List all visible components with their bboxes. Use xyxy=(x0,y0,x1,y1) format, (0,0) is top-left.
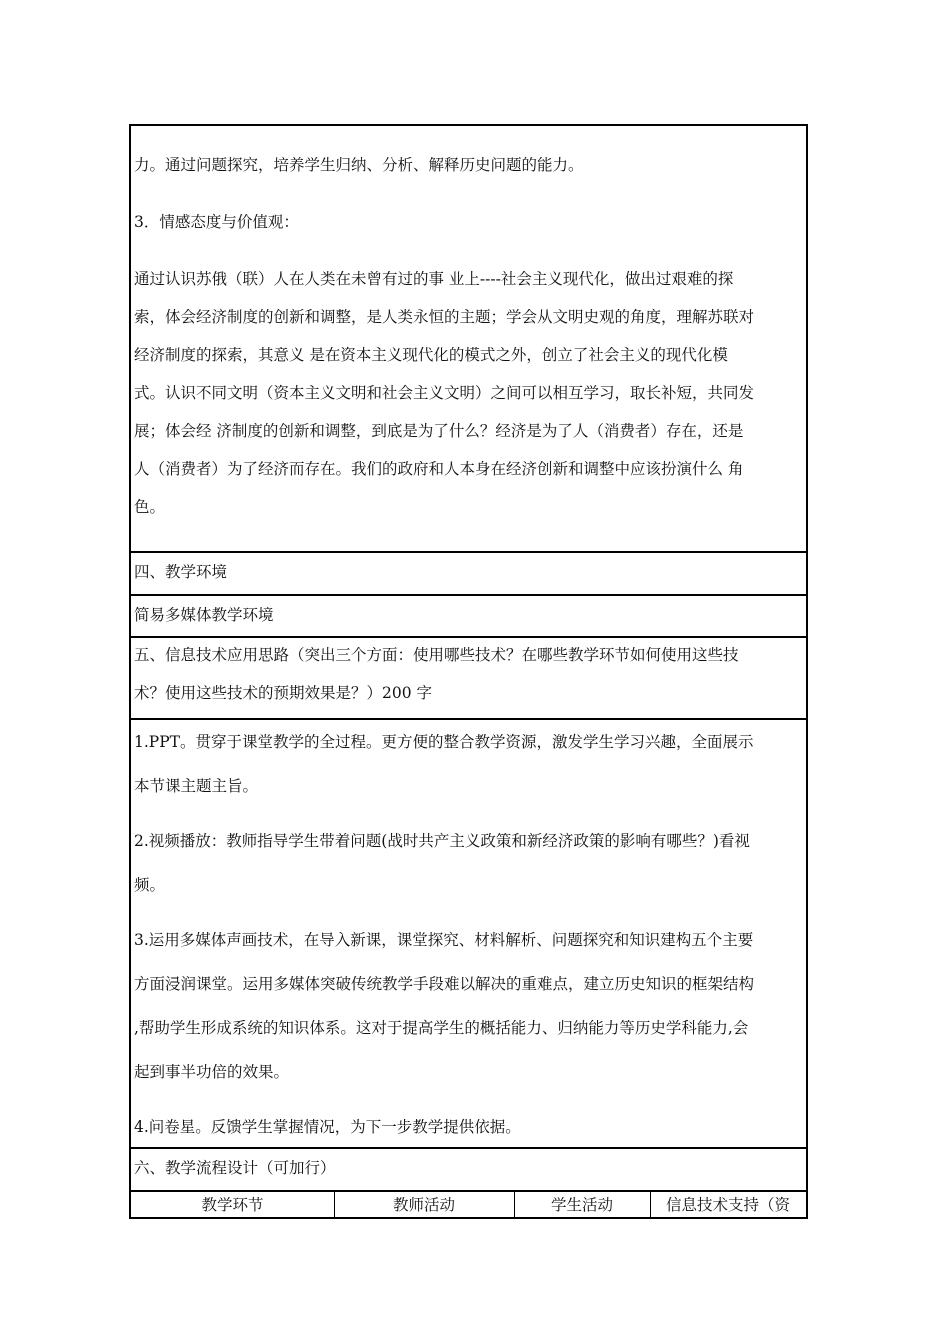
section-heading: 六、教学流程设计（可加行） xyxy=(134,1159,336,1177)
item-line: 1.PPT。贯穿于课堂教学的全过程。更方便的整合教学资源，激发学生学习兴趣，全面展示 xyxy=(134,733,754,751)
paragraph-line: 经济制度的探索，其意义 是在资本主义现代化的模式之外，创立了社会主义的现代化模 xyxy=(134,346,728,364)
paragraph-line: 人（消费者）为了经济而存在。我们的政府和人本身在经济创新和调整中应该扮演什么 角 xyxy=(134,460,744,478)
item-line: ,帮助学生形成系统的知识体系。这对于提高学生的概括能力、归纳能力等历史学科能力,会 xyxy=(134,1019,749,1037)
flow-heading-cell xyxy=(131,1149,806,1187)
paragraph-line: 索，体会经济制度的创新和调整，是人类永恒的主题；学会从文明史观的角度，理解苏联对 xyxy=(134,308,755,326)
item-line: 本节课主题主旨。 xyxy=(134,777,259,795)
column-divider xyxy=(514,1190,515,1219)
column-header-stage: 教学环节 xyxy=(201,1196,264,1214)
paragraph-line: 式。认识不同文明（资本主义文明和社会主义文明）之间可以相互学习，取长补短，共同发 xyxy=(134,384,755,402)
column-header-tech-support: 信息技术支持（资 xyxy=(665,1196,790,1214)
emotion-objective-heading: 3．情感态度与价值观： xyxy=(134,213,299,231)
tech-item-multimedia xyxy=(131,918,806,1094)
environment-heading-cell xyxy=(131,553,806,591)
item-line: 3.运用多媒体声画技术，在导入新课，课堂探究、材料解析、问题探究和知识建构五个主要 xyxy=(134,931,754,949)
tech-items-cell xyxy=(131,720,806,1149)
item-line: 起到事半功倍的效果。 xyxy=(134,1063,290,1081)
column-header-student: 学生活动 xyxy=(550,1196,613,1214)
tech-heading-cell xyxy=(131,636,806,712)
objectives-cell xyxy=(131,146,806,526)
paragraph-line: 通过认识苏俄（联）人在人类在未曾有过的事 业上----社会主义现代化，做出过艰难的探 xyxy=(134,270,734,288)
emotion-objective-paragraph xyxy=(131,260,806,526)
lesson-plan-table xyxy=(129,124,808,1219)
section-heading-line: 术？使用这些技术的预期效果是？）200 字 xyxy=(134,684,433,702)
ability-objective-text: 力。通过问题探究，培养学生归纳、分析、解释历史问题的能力。 xyxy=(134,156,584,174)
tech-item-questionnaire: 4.问卷星。反馈学生掌握情况，为下一步教学提供依据。 xyxy=(134,1118,521,1136)
column-header-teacher: 教师活动 xyxy=(392,1196,455,1214)
environment-content-cell xyxy=(131,596,806,634)
column-divider xyxy=(334,1190,335,1219)
tech-item-ppt xyxy=(131,720,806,808)
paragraph-line: 展；体会经 济制度的创新和调整，到底是为了什么？经济是为了人（消费者）存在，还是 xyxy=(134,422,744,440)
tech-item-video xyxy=(131,819,806,907)
environment-text: 简易多媒体教学环境 xyxy=(134,606,274,624)
section-heading-line: 五、信息技术应用思路（突出三个方面：使用哪些技术？在哪些教学环节如何使用这些技 xyxy=(134,646,739,664)
item-line: 频。 xyxy=(134,876,166,894)
section-heading: 四、教学环境 xyxy=(134,563,228,581)
paragraph-line: 色。 xyxy=(134,498,166,516)
item-line: 方面浸润课堂。运用多媒体突破传统教学手段难以解决的重难点，建立历史知识的框架结构 xyxy=(134,975,755,993)
item-line: 2.视频播放：教师指导学生带着问题(战时共产主义政策和新经济政策的影响有哪些？)看视 xyxy=(134,832,750,850)
column-divider xyxy=(650,1190,651,1219)
